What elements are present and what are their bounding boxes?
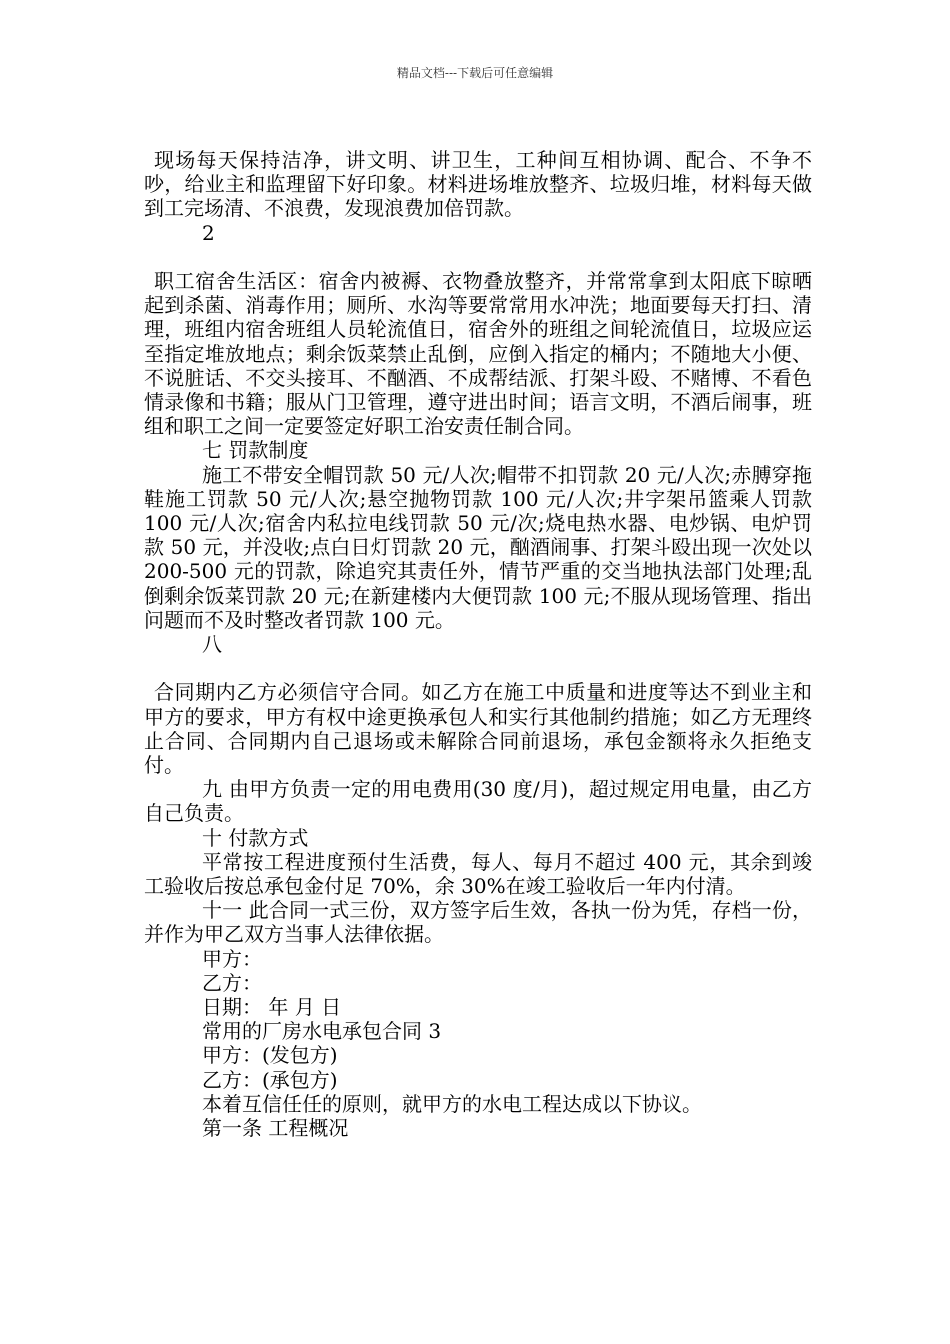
section-heading-payment: 十 付款方式	[202, 825, 309, 850]
article-1-heading: 第一条 工程概况	[202, 1116, 349, 1141]
agreement-intro: 本着互信任任的原则，就甲方的水电工程达成以下协议。	[202, 1091, 702, 1116]
paragraph-fines: 施工不带安全帽罚款 50 元/人次;帽带不扣罚款 20 元/人次;赤膊穿拖鞋施工罚款 50 元/人次;悬空抛物罚款 100 元/人次;井字架吊篮乘人罚款 100 元/人次;宿舍内私拉电线罚款 50 元/次;烧电热水器、电炒锅、电炉罚款 50 元，并没收;点白日灯罚款 20 元，酗酒闹事、打架斗殴出现一次处以 200-500 元的罚款，除追究其责任外，情节严重的交当地执法部门处理;乱倒剩余饭菜罚款 20 元;在新建楼内大便罚款 100 元;不服从现场管理、指出问题而不及时整改者罚款 100 元。	[144, 462, 812, 632]
signature-party-b: 乙方：	[202, 970, 262, 995]
paragraph-electricity: 九 由甲方负责一定的用电费用(30 度/月)，超过规定用电量，由乙方自己负责。	[144, 777, 812, 826]
contract-title-3: 常用的厂房水电承包合同 3	[202, 1019, 442, 1044]
paragraph-copies: 十一 此合同一式三份，双方签字后生效，各执一份为凭，存档一份，并作为甲乙双方当事人法律依据。	[144, 898, 812, 947]
item-number-2: 2	[202, 220, 215, 245]
document-body	[144, 148, 812, 1140]
section-heading-8: 八	[202, 632, 222, 657]
party-a-employer: 甲方：(发包方)	[202, 1043, 338, 1068]
section-heading-fines: 七 罚款制度	[202, 438, 309, 463]
paragraph-contract-compliance: 合同期内乙方必须信守合同。如乙方在施工中质量和进度等达不到业主和甲方的要求，甲方有权中途更换承包人和实行其他制约措施；如乙方无理终止合同、合同期内自己退场或未解除合同前退场，承包金额将永久拒绝支付。	[144, 680, 812, 778]
blank-line	[144, 656, 812, 680]
paragraph-payment: 平常按工程进度预付生活费，每人、每月不超过 400 元，其余到竣工验收后按总承包金付足 70%，余 30%在竣工验收后一年内付清。	[144, 849, 812, 899]
page-header: 精品文档---下载后可任意编辑	[396, 66, 554, 80]
party-b-contractor: 乙方：(承包方)	[202, 1067, 338, 1092]
paragraph-site-cleanliness: 现场每天保持洁净，讲文明、讲卫生，工种间互相协调、配合、不争不吵，给业主和监理留下好印象。材料进场堆放整齐、垃圾归堆，材料每天做到工完场清、不浪费，发现浪费加倍罚款。	[144, 148, 812, 221]
signature-party-a: 甲方：	[202, 946, 262, 971]
paragraph-dormitory-rules: 职工宿舍生活区：宿舍内被褥、衣物叠放整齐，并常常拿到太阳底下晾晒起到杀菌、消毒作用；厕所、水沟等要常常用水冲洗；地面要每天打扫、清理，班组内宿舍班组人员轮流值日，宿舍外的班组之间轮流值日，垃圾应运至指定堆放地点；剩余饭菜禁止乱倒，应倒入指定的桶内；不随地大小便、不说脏话、不交头接耳、不酗酒、不成帮结派、打架斗殴、不赌博、不看色情录像和书籍；服从门卫管理，遵守进出时间；语言文明，不酒后闹事，班组和职工之间一定要签定好职工治安责任制合同。	[144, 269, 812, 439]
signature-date: 日期： 年 月 日	[202, 995, 342, 1020]
blank-line	[144, 245, 812, 269]
